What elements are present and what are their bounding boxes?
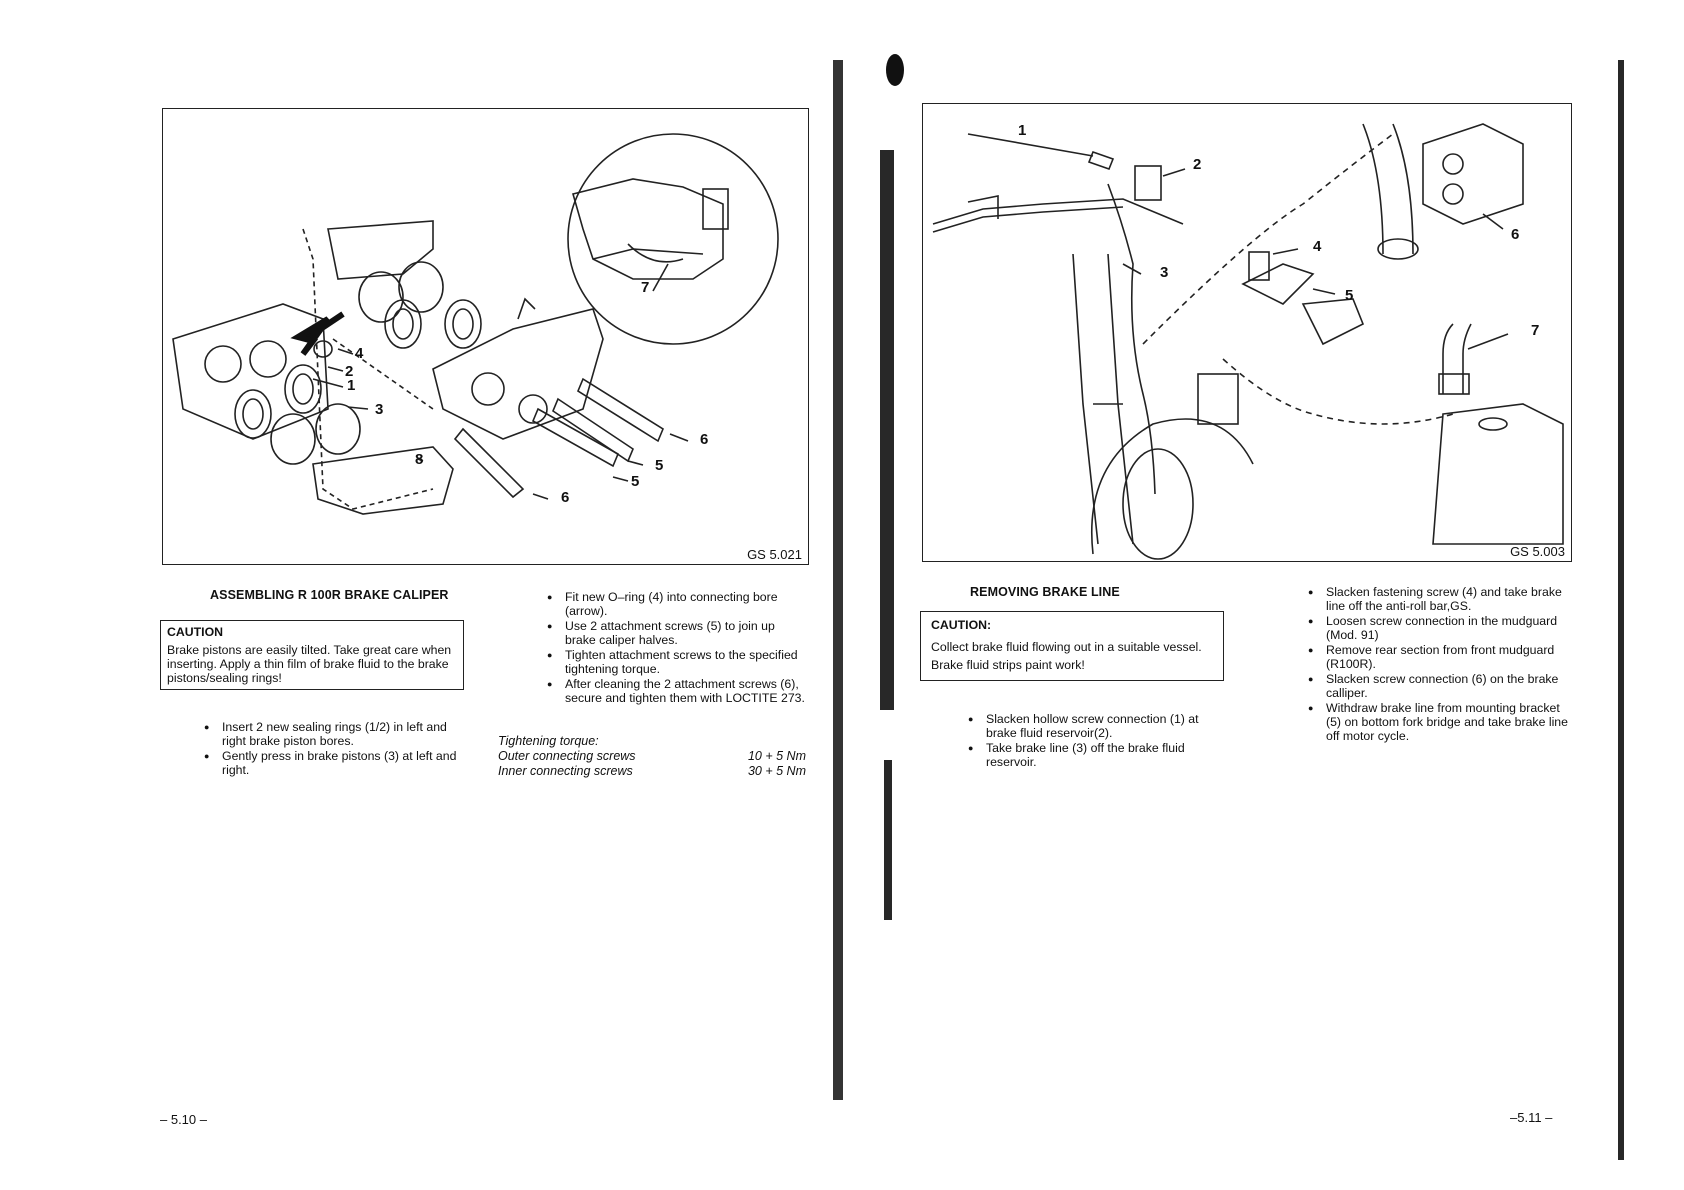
callout-3: 3 [1160,264,1169,281]
callout-4: 4 [1313,238,1322,255]
caution-box [160,620,464,690]
list-item: ● Fit new O–ring (4) into connecting bore (arrow). [545,590,807,618]
list-item: ● Remove rear section from front mudguard (R100R). [1306,643,1568,671]
instruction-list-left [202,720,472,778]
callout-5: 5 [1345,287,1354,304]
callout-4: 4 [355,345,364,362]
callout-7: 7 [1531,322,1540,339]
caution-box [920,611,1224,681]
page-edge-shadow [1618,60,1624,1160]
list-item: ● Tighten attachment screws to the specified tightening torque. [545,648,807,676]
caution-title: CAUTION: [931,618,992,632]
binding-shadow [884,760,892,920]
callout-8: 8 [415,451,424,468]
section-heading: ASSEMBLING R 100R BRAKE CALIPER [210,588,449,602]
instruction-list-right [1306,585,1568,744]
callout-6: 6 [1511,226,1520,243]
callout-5-top: 5 [655,457,664,474]
list-item: ● Withdraw brake line from mounting bracket (5) on bottom fork bridge and take brake line off motor cycle. [1306,701,1568,743]
callout-3: 3 [375,401,384,418]
figure-code: GS 5.003 [1510,544,1565,559]
section-heading: REMOVING BRAKE LINE [970,585,1120,599]
callout-1: 1 [347,377,356,394]
torque-table [498,734,806,779]
list-item: ● Slacken fastening screw (4) and take brake line off the anti-roll bar,GS. [1306,585,1568,613]
torque-row [498,749,806,764]
brake-caliper-figure [162,108,809,565]
caution-text: Collect brake fluid flowing out in a suitable vessel. [931,640,1202,654]
caution-warning: Brake fluid strips paint work! [931,658,1085,672]
list-item: ● Gently press in brake pistons (3) at left and right. [202,749,472,777]
callout-5-bottom: 5 [631,473,640,490]
callout-2: 2 [1193,156,1202,173]
list-item: ● Take brake line (3) off the brake fluid reservoir. [966,741,1228,769]
torque-value: 30 + 5 Nm [747,764,806,778]
torque-value: 10 + 5 Nm [747,749,806,763]
list-item: ● Loosen screw connection in the mudguard (Mod. 91) [1306,614,1568,642]
list-item: ● Slacken screw connection (6) on the brake calliper. [1306,672,1568,700]
list-item: ● Slacken hollow screw connection (1) at brake fluid reservoir(2). [966,712,1228,740]
page-number-left: – 5.10 – [160,1112,207,1127]
torque-label: Inner connecting screws [498,764,633,778]
figure-code: GS 5.021 [747,547,802,562]
binding-blot [886,54,904,86]
binding-shadow [833,60,843,1100]
callout-1: 1 [1018,122,1027,139]
brake-caliper-exploded-drawing [163,109,808,564]
callout-6-top: 6 [700,431,709,448]
torque-title: Tightening torque: [498,734,599,748]
brake-line-figure [922,103,1572,562]
caution-text: Brake pistons are easily tilted. Take great care when inserting. Apply a thin film of brake fluid to the brake pistons/sealing rings! [167,643,452,685]
motorcycle-brake-line-drawing [923,104,1571,561]
caution-title: CAUTION [167,625,224,639]
instruction-list-left [966,712,1228,770]
list-item: ● After cleaning the 2 attachment screws (6), secure and tighten them with LOCTITE 273. [545,677,807,705]
list-item: ● Use 2 attachment screws (5) to join up brake caliper halves. [545,619,807,647]
torque-row [498,764,806,779]
callout-2: 2 [345,363,354,380]
list-item: ● Insert 2 new sealing rings (1/2) in left and right brake piston bores. [202,720,472,748]
page-number-right: –5.11 – [1510,1110,1553,1125]
binding-shadow [880,150,894,710]
instruction-list-right [545,590,807,706]
callout-6-bottom: 6 [561,489,570,506]
callout-7: 7 [641,279,650,296]
torque-label: Outer connecting screws [498,749,636,763]
